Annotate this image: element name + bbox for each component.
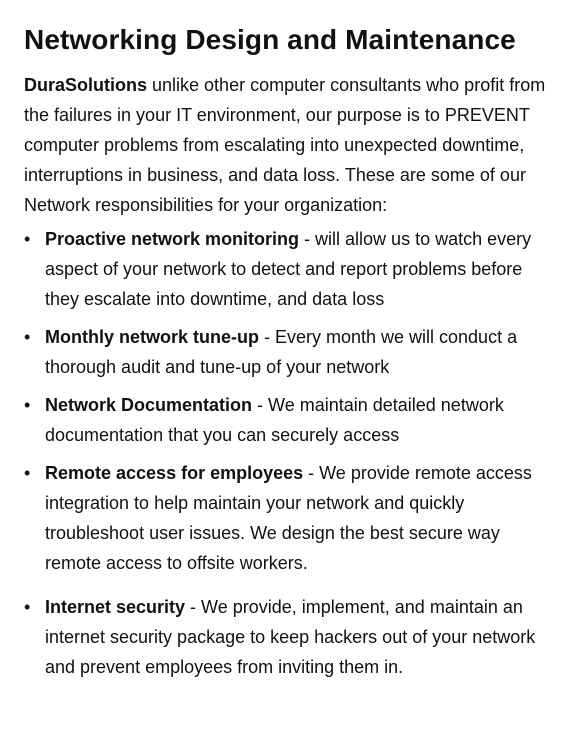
bullet-icon: • (24, 327, 31, 347)
bullet-icon: • (24, 463, 31, 483)
list-item-text: - We provide, implement, and maintain an internet security package to keep hackers out of your network and prevent employees from inviting them in. (45, 597, 536, 677)
bullet-icon: • (24, 395, 31, 415)
intro-text: unlike other computer consultants who profit from the failures in your IT environment, our purpose is to PREVENT computer problems from escalating into unexpected downtime, interruptions in business, and data loss. These are some of our Network responsibilities for your organization: (24, 75, 546, 215)
brand-name: DuraSolutions (24, 75, 148, 95)
list-item-monthly-tune-up (24, 322, 550, 382)
list-item-text: - We provide remote access integration to help maintain your network and quickly troubleshoot user issues. We design the best secure way remote access to offsite workers. (45, 463, 532, 573)
list-item-term: Network Documentation (45, 395, 253, 415)
responsibilities-list (24, 224, 550, 682)
intro-paragraph (24, 70, 550, 220)
page-title: Networking Design and Maintenance (24, 24, 516, 55)
list-item-term: Monthly network tune-up (45, 327, 259, 347)
list-item-term: Remote access for employees (45, 463, 304, 483)
list-item-remote-access (24, 458, 550, 578)
list-item-proactive-monitoring (24, 224, 550, 314)
list-item-network-documentation (24, 390, 550, 450)
list-item-text: - will allow us to watch every aspect of your network to detect and report problems before they escalate into downtime, and data loss (45, 229, 532, 309)
list-item-term: Internet security (45, 597, 186, 617)
bullet-icon: • (24, 229, 31, 249)
bullet-icon: • (24, 597, 31, 617)
list-item-term: Proactive network monitoring (45, 229, 300, 249)
list-item-text: - Every month we will conduct a thorough audit and tune-up of your network (45, 327, 518, 377)
list-item-text: - We maintain detailed network documentation that you can securely access (45, 395, 504, 445)
list-item-internet-security (24, 592, 550, 682)
